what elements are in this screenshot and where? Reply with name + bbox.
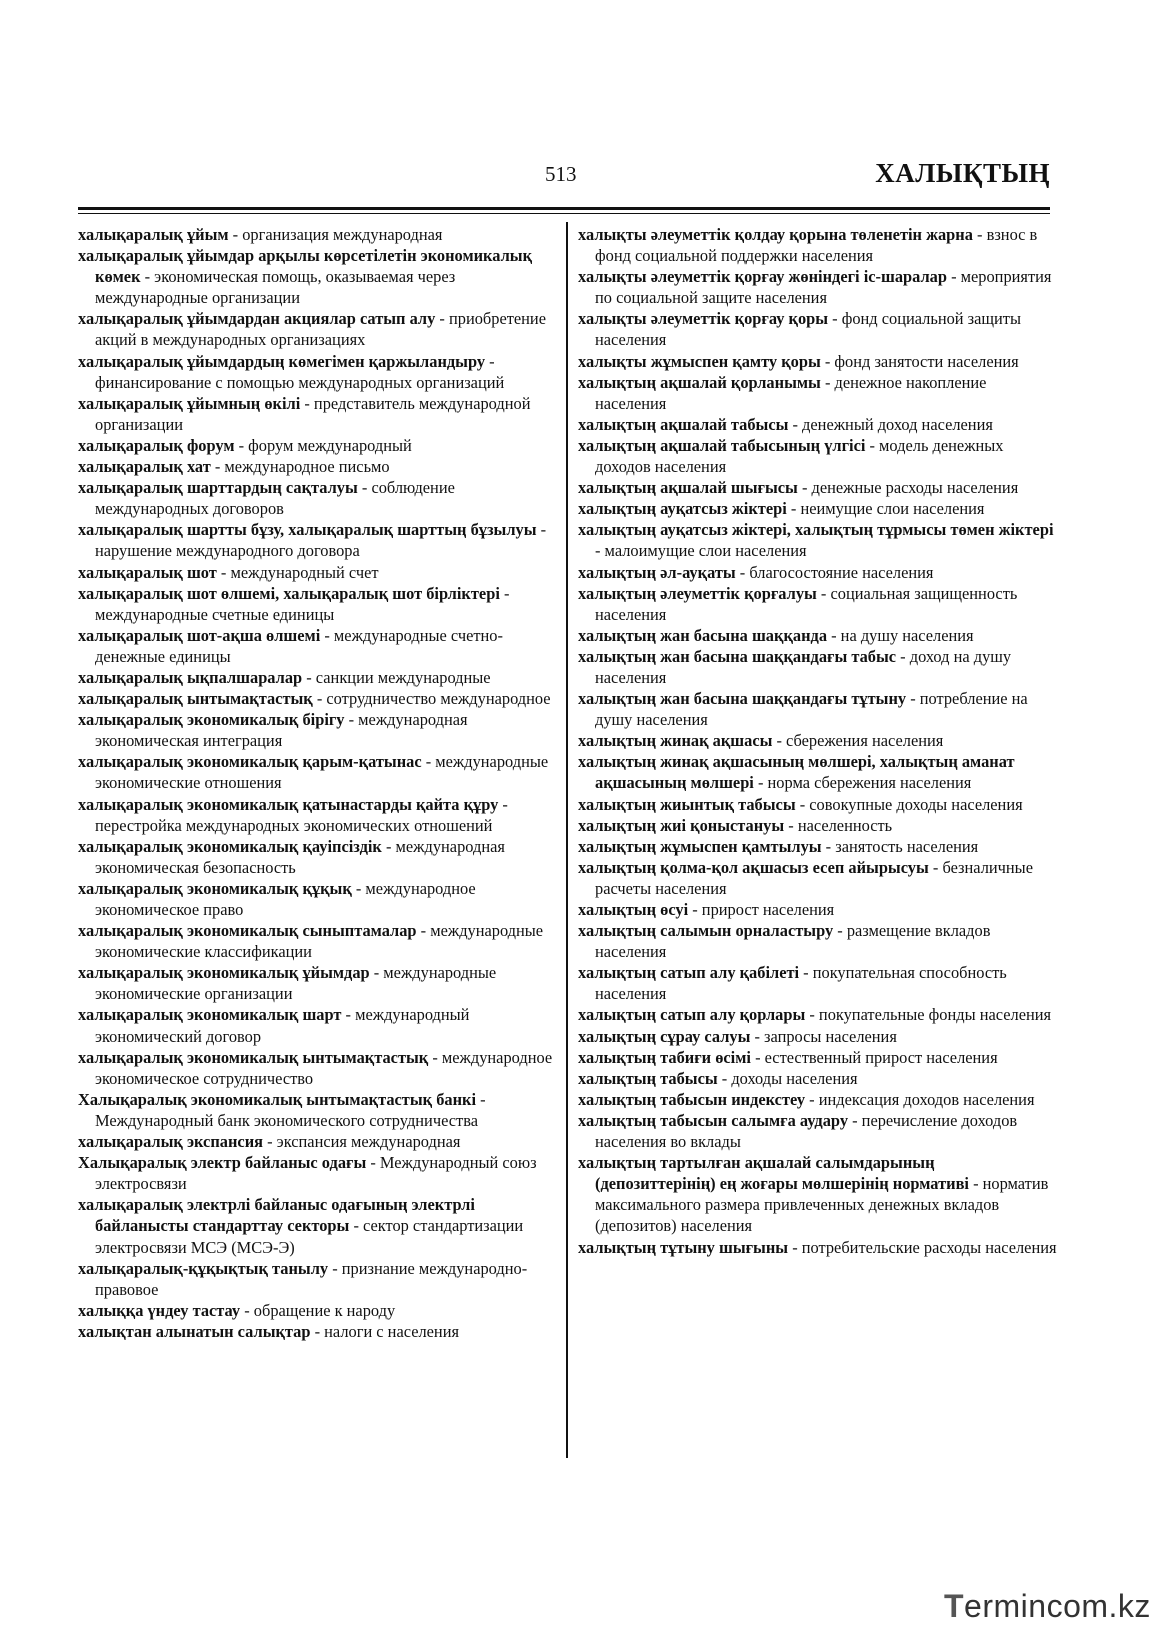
- dictionary-entry: [578, 372, 1058, 414]
- dictionary-entry: [578, 519, 1058, 561]
- dictionary-entry: [78, 878, 553, 920]
- dictionary-entry: [578, 1047, 1058, 1068]
- dictionary-entry: [578, 1089, 1058, 1110]
- entry-definition: - фонд социальной защиты населения: [595, 309, 1021, 350]
- running-head: ХАЛЫҚТЫҢ: [875, 158, 1050, 188]
- entry-definition: - Международный союз электросвязи: [95, 1153, 537, 1194]
- entry-term: халықаралық шот: [78, 562, 217, 582]
- entry-definition: - на душу населения: [827, 625, 974, 645]
- dictionary-entry: [78, 709, 553, 751]
- entry-term: халықтан алынатын салықтар: [78, 1321, 311, 1341]
- dictionary-entry: [578, 920, 1058, 962]
- dictionary-entry: [78, 351, 553, 393]
- entry-term: халықаралық экспансия: [78, 1132, 264, 1152]
- dictionary-entry: [578, 266, 1058, 308]
- entry-term: халықаралық ынтымақтастық: [78, 689, 313, 709]
- entry-term: халықтың ақшалай шығысы: [578, 478, 798, 498]
- entry-term: халықтың табысын салымға аудару: [578, 1110, 849, 1130]
- dictionary-entry: [78, 1089, 553, 1131]
- entry-term: халықаралық ұйымның өкілі: [78, 393, 301, 413]
- column-divider: [566, 222, 568, 1458]
- entry-definition: - организация международная: [228, 225, 443, 244]
- entry-definition: - международные счетно-денежные единицы: [95, 625, 503, 666]
- entry-definition: - благосостояние населения: [735, 562, 934, 582]
- dictionary-entry: [78, 562, 553, 583]
- entry-definition: - Международный банк экономического сотрудничества: [95, 1089, 486, 1130]
- dictionary-entry: [78, 393, 553, 435]
- dictionary-entry: [578, 1237, 1058, 1258]
- entry-term: халықаралық хат: [78, 457, 211, 477]
- dictionary-entry: [78, 794, 553, 836]
- entry-definition: - социальная защищенность населения: [595, 583, 1018, 624]
- dictionary-entry: [78, 1004, 553, 1046]
- entry-term: Халықаралық электр байланыс одағы: [78, 1153, 367, 1173]
- entry-definition: - доходы населения: [717, 1068, 858, 1088]
- dictionary-entry: [78, 456, 553, 477]
- dictionary-entry: [578, 562, 1058, 583]
- entry-term: халықаралық шарттардың сақталуы: [78, 478, 358, 498]
- dictionary-entry: [78, 1258, 553, 1300]
- entry-definition: - международная экономическая безопасность: [95, 836, 505, 877]
- entry-term: халықтың сұрау салуы: [578, 1026, 751, 1046]
- entry-definition: - международное экономическое право: [95, 878, 476, 919]
- entry-term: халықаралық экономикалық құқық: [78, 878, 352, 898]
- dictionary-entry: [578, 836, 1058, 857]
- entry-term: халықтың ауқатсыз жіктері, халықтың тұрмысы төмен жіктері: [578, 520, 1054, 540]
- dictionary-entry: [78, 1047, 553, 1089]
- entry-term: халықаралық экономикалық бірігу: [78, 710, 345, 730]
- dictionary-entry: [578, 583, 1058, 625]
- dictionary-entry: [78, 920, 553, 962]
- entry-definition: - нарушение международного договора: [95, 520, 547, 561]
- dictionary-entry: [578, 1068, 1058, 1089]
- header-rule-thin: [78, 213, 1050, 214]
- dictionary-entry: [578, 646, 1058, 688]
- entry-term: халықты әлеуметтік қолдау қорына төленетін жарна: [578, 225, 973, 244]
- entry-definition: - населенность: [784, 815, 893, 835]
- entry-definition: - международный экономический договор: [95, 1005, 470, 1046]
- dictionary-entry: [578, 351, 1058, 372]
- entry-definition: - форум международный: [234, 435, 412, 455]
- dictionary-entry: [578, 224, 1058, 266]
- entry-definition: - международная экономическая интеграция: [95, 710, 468, 751]
- entry-definition: - мероприятия по социальной защите населения: [595, 267, 1052, 308]
- entry-definition: - естественный прирост населения: [750, 1047, 998, 1067]
- entry-term: халықтың өсуі: [578, 900, 689, 919]
- dictionary-entry: [78, 667, 553, 688]
- entry-term: халықты әлеуметтік қорғау жөніндегі іс-шаралар: [578, 267, 947, 287]
- entry-term: халықаралық ұйым: [78, 225, 229, 244]
- dictionary-entry: [578, 815, 1058, 836]
- entry-definition: - признание международно-правовое: [95, 1258, 528, 1299]
- dictionary-entry: [78, 308, 553, 350]
- entry-definition: - потребительские расходы населения: [788, 1237, 1057, 1257]
- dictionary-entry: [578, 308, 1058, 350]
- dictionary-entry: [578, 498, 1058, 519]
- entry-term: халықтың жан басына шаққанда: [578, 625, 828, 645]
- entry-definition: - неимущие слои населения: [786, 499, 985, 519]
- dictionary-entry: [78, 1194, 553, 1257]
- entry-term: халықтың жинақ ақшасының мөлшері, халықтың аманат ақшасының мөлшері: [578, 752, 1015, 793]
- entry-term: халықтың ақшалай табысының үлгісі: [578, 435, 866, 455]
- entry-term: халықты жұмыспен қамту қоры: [578, 351, 821, 371]
- dictionary-entry: [578, 1110, 1058, 1152]
- entry-term: халықаралық экономикалық ынтымақтастық: [78, 1047, 429, 1067]
- entry-definition: - перечисление доходов населения во вклады: [595, 1110, 1018, 1152]
- entry-definition: - сбережения населения: [772, 731, 944, 751]
- dictionary-entry: [78, 1131, 553, 1152]
- entry-definition: - экспансия международная: [263, 1132, 461, 1152]
- dictionary-entry: [578, 414, 1058, 435]
- entry-definition: - экономическая помощь, оказываемая через международные организации: [95, 267, 456, 308]
- dictionary-entry: [578, 751, 1058, 793]
- entry-definition: - покупательная способность населения: [595, 963, 1007, 1004]
- dictionary-entry: [78, 1152, 553, 1194]
- entry-term: халықаралық ұйымдар арқылы көрсетілетін экономикалық көмек: [78, 246, 533, 287]
- dictionary-entry: [78, 836, 553, 878]
- entry-definition: - международный счет: [216, 562, 379, 582]
- entry-definition: - малоимущие слои населения: [595, 541, 807, 561]
- right-column: [578, 224, 1058, 1258]
- entry-definition: - сектор стандартизации электросвязи МСЭ (МСЭ-Э): [95, 1216, 524, 1257]
- entry-definition: - безналичные расчеты населения: [595, 857, 1033, 898]
- entry-term: халықаралық-құқықтық танылу: [78, 1258, 329, 1278]
- dictionary-entry: [78, 583, 553, 625]
- dictionary-entry: [578, 688, 1058, 730]
- entry-term: халықаралық экономикалық сыныптамалар: [78, 921, 417, 941]
- dictionary-entry: [578, 477, 1058, 498]
- entry-term: халықтың жиі қоныстануы: [578, 815, 785, 835]
- dictionary-entry: [578, 1004, 1058, 1025]
- entry-definition: - санкции международные: [302, 667, 491, 687]
- entry-definition: - финансирование с помощью международных организаций: [95, 351, 505, 392]
- dictionary-entry: [578, 899, 1058, 920]
- dictionary-entry: [78, 477, 553, 519]
- entry-definition: - размещение вкладов населения: [595, 921, 991, 962]
- entry-term: халықтың салымын орналастыру: [578, 921, 834, 941]
- entry-definition: - занятость населения: [821, 836, 979, 856]
- entry-term: халықаралық экономикалық қарым-қатынас: [78, 752, 422, 772]
- entry-term: халықтың жұмыспен қамтылуы: [578, 836, 822, 856]
- entry-definition: - международное экономическое сотрудничество: [95, 1047, 553, 1088]
- dictionary-entry: [78, 435, 553, 456]
- entry-term: халықтың сатып алу қабілеті: [578, 963, 800, 983]
- entry-term: халықаралық экономикалық ұйымдар: [78, 963, 370, 983]
- entry-definition: - доход на душу населения: [595, 646, 1012, 687]
- entry-definition: - международные экономические организации: [95, 963, 497, 1004]
- entry-definition: - сотрудничество международное: [312, 689, 551, 709]
- entry-term: халықаралық экономикалық қауіпсіздік: [78, 836, 382, 856]
- entry-definition: - запросы населения: [750, 1026, 897, 1046]
- entry-definition: - норматив максимального размера привлеченных денежных вкладов (депозитов) населения: [595, 1174, 1049, 1236]
- entry-definition: - международное письмо: [210, 457, 390, 477]
- entry-term: халықтың ақшалай табысы: [578, 414, 789, 434]
- dictionary-entry: [578, 962, 1058, 1004]
- entry-term: халықтың ауқатсыз жіктері: [578, 499, 787, 519]
- left-column: [78, 224, 553, 1342]
- dictionary-entry: [78, 751, 553, 793]
- entry-term: халықаралық ықпалшаралар: [78, 667, 303, 687]
- entry-definition: - индексация доходов населения: [805, 1089, 1035, 1109]
- entry-definition: - совокупные доходы населения: [795, 794, 1023, 814]
- entry-term: халықтың жан басына шаққандағы тұтыну: [578, 689, 907, 709]
- entry-definition: - налоги с населения: [310, 1321, 460, 1341]
- entry-term: халықтың жиынтық табысы: [578, 794, 796, 814]
- entry-definition: - прирост населения: [688, 900, 835, 919]
- dictionary-entry: [578, 1152, 1058, 1236]
- dictionary-entry: [578, 1026, 1058, 1047]
- entry-term: халықаралық ұйымдардан акциялар сатып алу: [78, 309, 436, 329]
- entry-definition: - представитель международной организации: [95, 393, 531, 434]
- entry-term: халықаралық шот өлшемі, халықаралық шот бірліктері: [78, 583, 500, 603]
- entry-term: халықаралық шартты бұзу, халықаралық шарттың бұзылуы: [78, 520, 537, 540]
- entry-definition: - приобретение акций в международных организациях: [95, 309, 546, 350]
- entry-definition: - международные экономические отношения: [95, 752, 549, 793]
- page-number: 513: [545, 162, 577, 186]
- entry-definition: - покупательные фонды населения: [805, 1005, 1052, 1025]
- entry-term: халықтың ақшалай қорланымы: [578, 372, 821, 392]
- entry-term: халықтың табиғи өсімі: [578, 1047, 751, 1067]
- entry-term: халыққа үндеу тастау: [78, 1300, 241, 1320]
- entry-term: халықтың жан басына шаққандағы табыс: [578, 646, 897, 666]
- entry-term: халықтың сатып алу қорлары: [578, 1005, 806, 1025]
- dictionary-entry: [578, 730, 1058, 751]
- entry-term: халықтың тұтыну шығыны: [578, 1237, 789, 1257]
- entry-term: халықаралық электрлі байланыс одағының электрлі байланысты стандарттау секторы: [78, 1195, 475, 1236]
- entry-definition: - соблюдение международных договоров: [95, 478, 455, 519]
- entry-definition: - фонд занятости населения: [820, 351, 1019, 371]
- entry-term: Халықаралық экономикалық ынтымақтастық банкі: [78, 1089, 477, 1109]
- entry-term: халықтың әлеуметтік қорғалуы: [578, 583, 817, 603]
- entry-definition: - денежные расходы населения: [797, 478, 1019, 498]
- termincom-logo: [944, 1588, 1151, 1625]
- entry-definition: - денежный доход населения: [788, 414, 993, 434]
- entry-definition: - взнос в фонд социальной поддержки населения: [595, 225, 1038, 266]
- entry-term: халықтың табысы: [578, 1068, 718, 1088]
- entry-definition: - норма сбережения населения: [753, 773, 972, 793]
- header-rule-thick: [78, 207, 1050, 210]
- dictionary-entry: [578, 625, 1058, 646]
- dictionary-entry: [578, 857, 1058, 899]
- dictionary-entry: [78, 625, 553, 667]
- entry-term: халықаралық экономикалық шарт: [78, 1005, 342, 1025]
- dictionary-entry: [578, 794, 1058, 815]
- logo-text: ermincom.kz: [964, 1588, 1151, 1624]
- entry-definition: - денежное накопление населения: [595, 372, 987, 413]
- dictionary-entry: [78, 224, 553, 245]
- entry-term: халықтың жинақ ақшасы: [578, 731, 773, 751]
- entry-term: халықтың қолма-қол ақшасыз есеп айырысуы: [578, 857, 929, 877]
- dictionary-entry: [78, 519, 553, 561]
- entry-term: халықты әлеуметтік қорғау қоры: [578, 309, 829, 329]
- entry-definition: - потребление на душу населения: [595, 689, 1028, 730]
- entry-term: халықтың табысын индекстеу: [578, 1089, 806, 1109]
- entry-term: халықаралық шот-ақша өлшемі: [78, 625, 321, 645]
- dictionary-entry: [78, 688, 553, 709]
- entry-term: халықтың тартылған ақшалай салымдарының (депозиттерінің) ең жоғары мөлшерінің нормативі: [578, 1153, 969, 1194]
- entry-definition: - модель денежных доходов населения: [595, 435, 1004, 477]
- entry-term: халықаралық экономикалық қатынастарды қайта құру: [78, 794, 499, 814]
- logo-first-letter: T: [944, 1588, 965, 1624]
- entry-definition: - перестройка международных экономических отношений: [95, 794, 508, 835]
- entry-term: халықаралық ұйымдардың көмегімен қаржыландыру: [78, 351, 486, 371]
- dictionary-entry: [78, 1321, 553, 1342]
- entry-definition: - международные счетные единицы: [95, 583, 510, 624]
- dictionary-entry: [78, 962, 553, 1004]
- dictionary-entry: [78, 1300, 553, 1321]
- entry-definition: - международные экономические классификации: [95, 921, 544, 962]
- dictionary-entry: [78, 245, 553, 308]
- entry-term: халықтың әл-ауқаты: [578, 562, 736, 582]
- dictionary-entry: [578, 435, 1058, 477]
- entry-term: халықаралық форум: [78, 435, 235, 455]
- entry-definition: - обращение к народу: [240, 1300, 396, 1320]
